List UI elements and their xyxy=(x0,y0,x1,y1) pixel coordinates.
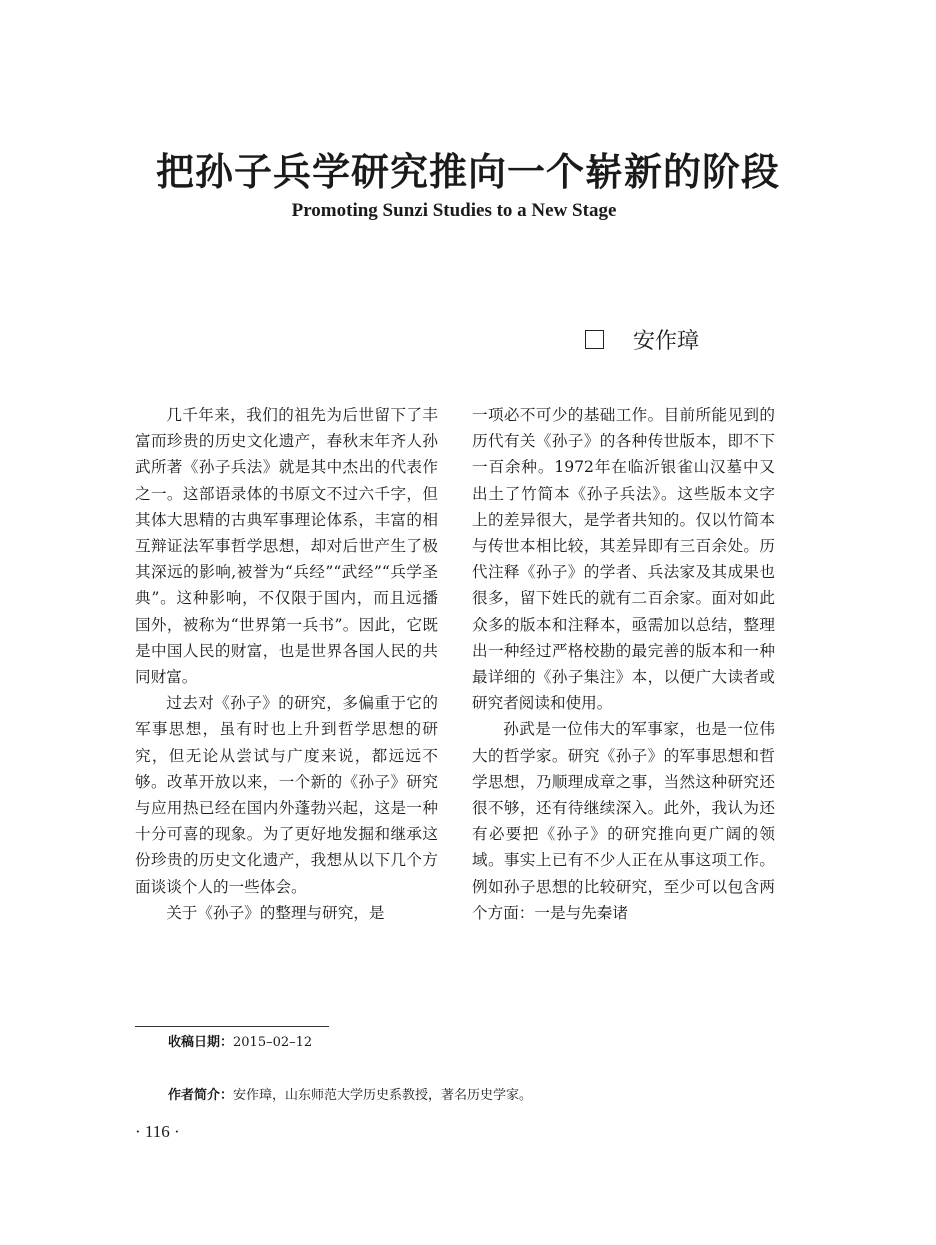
author-name: 安作璋 xyxy=(633,328,700,354)
footnote-divider xyxy=(135,1026,329,1027)
author-bio-value: 安作璋，山东师范大学历史系教授，著名历史学家。 xyxy=(233,1088,533,1103)
author-bio-note xyxy=(168,1087,532,1105)
page-number: · 116 · xyxy=(135,1122,180,1141)
left-column xyxy=(135,402,438,926)
author-box-icon xyxy=(585,330,604,349)
article-title-english: Promoting Sunzi Studies to a New Stage xyxy=(291,200,617,221)
author-line xyxy=(585,322,699,356)
author-bio-label: 作者简介： xyxy=(168,1088,234,1103)
received-date-value: 2015–02–12 xyxy=(233,1035,313,1050)
received-date-note xyxy=(168,1034,312,1052)
paragraph: 几千年来，我们的祖先为后世留下了丰富而珍贵的历史文化遗产，春秋末年齐人孙武所著《孙子兵法》就是其中杰出的代表作之一。这部语录体的书原文不过六千字，但其体大思精的古典军事理论体系，丰富的相互辩证法军事哲学思想，却对后世产生了极其深远的影响,被誉为“兵经”“武经”“兵学圣典”。这种影响，不仅限于国内，而且远播国外，被称为“世界第一兵书”。因此，它既是中国人民的财富，也是世界各国人民的共同财富。 xyxy=(135,406,438,687)
paragraph: 关于《孙子》的整理与研究，是 xyxy=(166,903,385,922)
paragraph: 孙武是一位伟大的军事家，也是一位伟大的哲学家。研究《孙子》的军事思想和哲学思想，乃顺理成章之事，当然这种研究还很不够，还有待继续深入。此外，我认为还有必要把《孙子》的研究推向更广阔的领域。事实上已有不少人正在从事这项工作。例如孙子思想的比较研究，至少可以包含两个方面：一是与先秦诸 xyxy=(472,720,775,922)
paragraph: 过去对《孙子》的研究，多偏重于它的军事思想，虽有时也上升到哲学思想的研究，但无论从尝试与广度来说，都远远不够。改革开放以来，一个新的《孙子》研究与应用热已经在国内外蓬勃兴起，这是一种十分可喜的现象。为了更好地发掘和继承这份珍贵的历史文化遗产，我想从以下几个方面谈谈个人的一些体会。 xyxy=(135,694,438,896)
received-date-label: 收稿日期： xyxy=(168,1035,234,1050)
paragraph: 一项必不可少的基础工作。目前所能见到的历代有关《孙子》的各种传世版本，即不下一百余种。1972年在临沂银雀山汉墓中又出土了竹简本《孙子兵法》。这些版本文字上的差异很大，是学者共知的。仅以竹简本与传世本相比较，其差异即有三百余处。历代注释《孙子》的学者、兵法家及其成果也很多，留下姓氏的就有二百余家。面对如此众多的版本和注释本，亟需加以总结，整理出一种经过严格校勘的最完善的版本和一种最详细的《孙子集注》本，以便广大读者或研究者阅读和使用。 xyxy=(472,406,775,713)
right-column xyxy=(472,402,775,926)
article-title: 把孙子兵学研究推向一个崭新的阶段 xyxy=(155,149,780,194)
